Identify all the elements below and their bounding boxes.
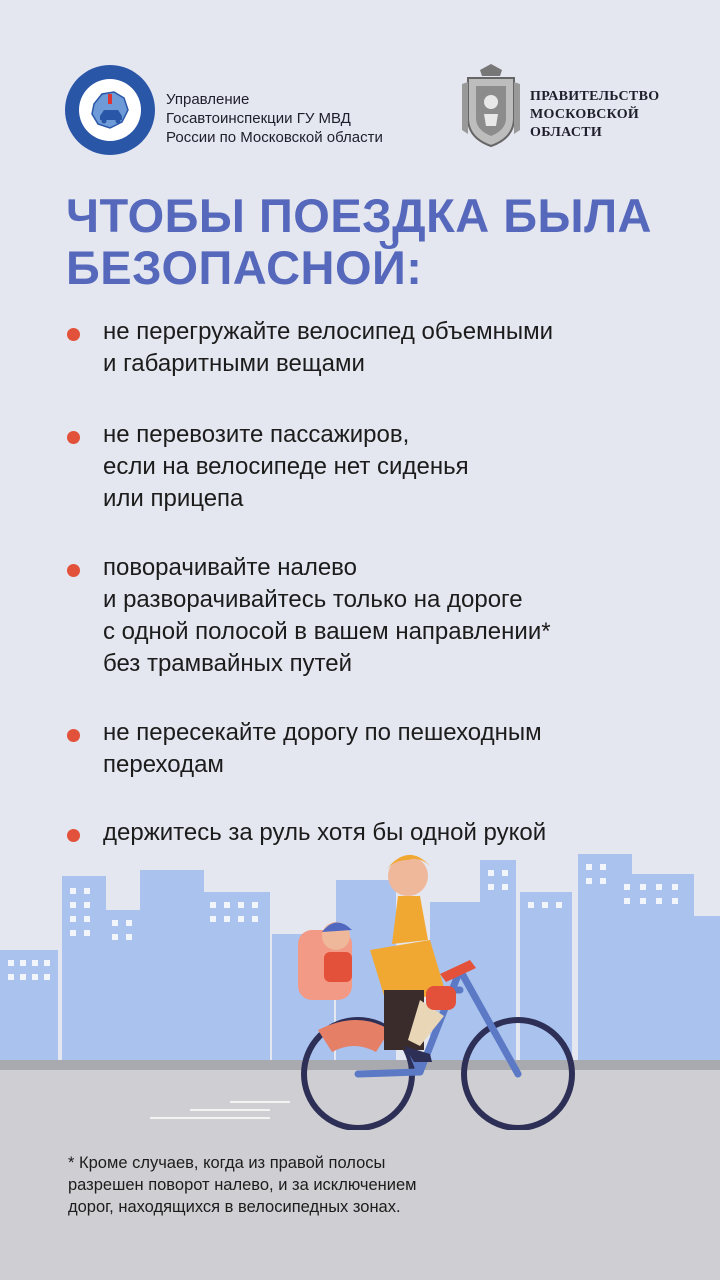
gibdd-line: Управление: [166, 91, 250, 108]
list-item: [66, 552, 706, 680]
rule-line: без трамвайных путей: [103, 650, 353, 677]
gov-name: [530, 88, 659, 142]
gov-line: ПРАВИТЕЛЬСТВО: [530, 89, 660, 104]
title-line: БЕЗОПАСНОЙ:: [66, 241, 423, 294]
bullet-dot-icon: [67, 328, 80, 341]
footnote-line: дорог, находящихся в велосипедных зонах.: [68, 1198, 401, 1216]
bullet-dot-icon: [67, 564, 80, 577]
safety-rules-list: [66, 316, 706, 849]
rule-line: и габаритными вещами: [103, 350, 365, 377]
rule-line: не перегружайте велосипед объемными: [103, 318, 554, 345]
footnote-line: разрешен поворот налево, и за исключением: [68, 1176, 417, 1194]
gibdd-name: [166, 90, 383, 147]
rule-line: или прицепа: [103, 485, 244, 512]
page-title: [66, 190, 652, 294]
rule-line: переходам: [103, 751, 224, 778]
header: [64, 64, 664, 164]
gov-line: ОБЛАСТИ: [530, 125, 603, 140]
rule-line: поворачивайте налево: [103, 554, 358, 581]
bullet-dot-icon: [67, 431, 80, 444]
rule-line: не пересекайте дорогу по пешеходным: [103, 719, 542, 746]
list-item: [66, 717, 706, 781]
gov-line: МОСКОВСКОЙ: [530, 107, 640, 122]
rule-line: держитесь за руль хотя бы одной рукой: [103, 819, 547, 846]
rule-line: и разворачивайтесь только на дороге: [103, 586, 523, 613]
rule-line: не перевозите пассажиров,: [103, 421, 410, 448]
title-line: ЧТОБЫ ПОЕЗДКА БЫЛА: [66, 189, 652, 242]
bullet-dot-icon: [67, 729, 80, 742]
cyclist-with-child-illustration: [0, 840, 720, 1130]
list-item: [66, 316, 706, 380]
footnote: [68, 1152, 416, 1218]
gibdd-line: Госавтоинспекции ГУ МВД: [166, 110, 351, 127]
rule-line: если на велосипеде нет сиденья: [103, 453, 469, 480]
gibdd-emblem-icon: [64, 64, 156, 156]
footnote-line: * Кроме случаев, когда из правой полосы: [68, 1154, 386, 1172]
gibdd-line: России по Московской области: [166, 129, 383, 146]
moscow-region-coat-of-arms-icon: [460, 64, 522, 148]
rule-line: с одной полосой в вашем направлении*: [103, 618, 551, 645]
list-item: [66, 419, 706, 515]
